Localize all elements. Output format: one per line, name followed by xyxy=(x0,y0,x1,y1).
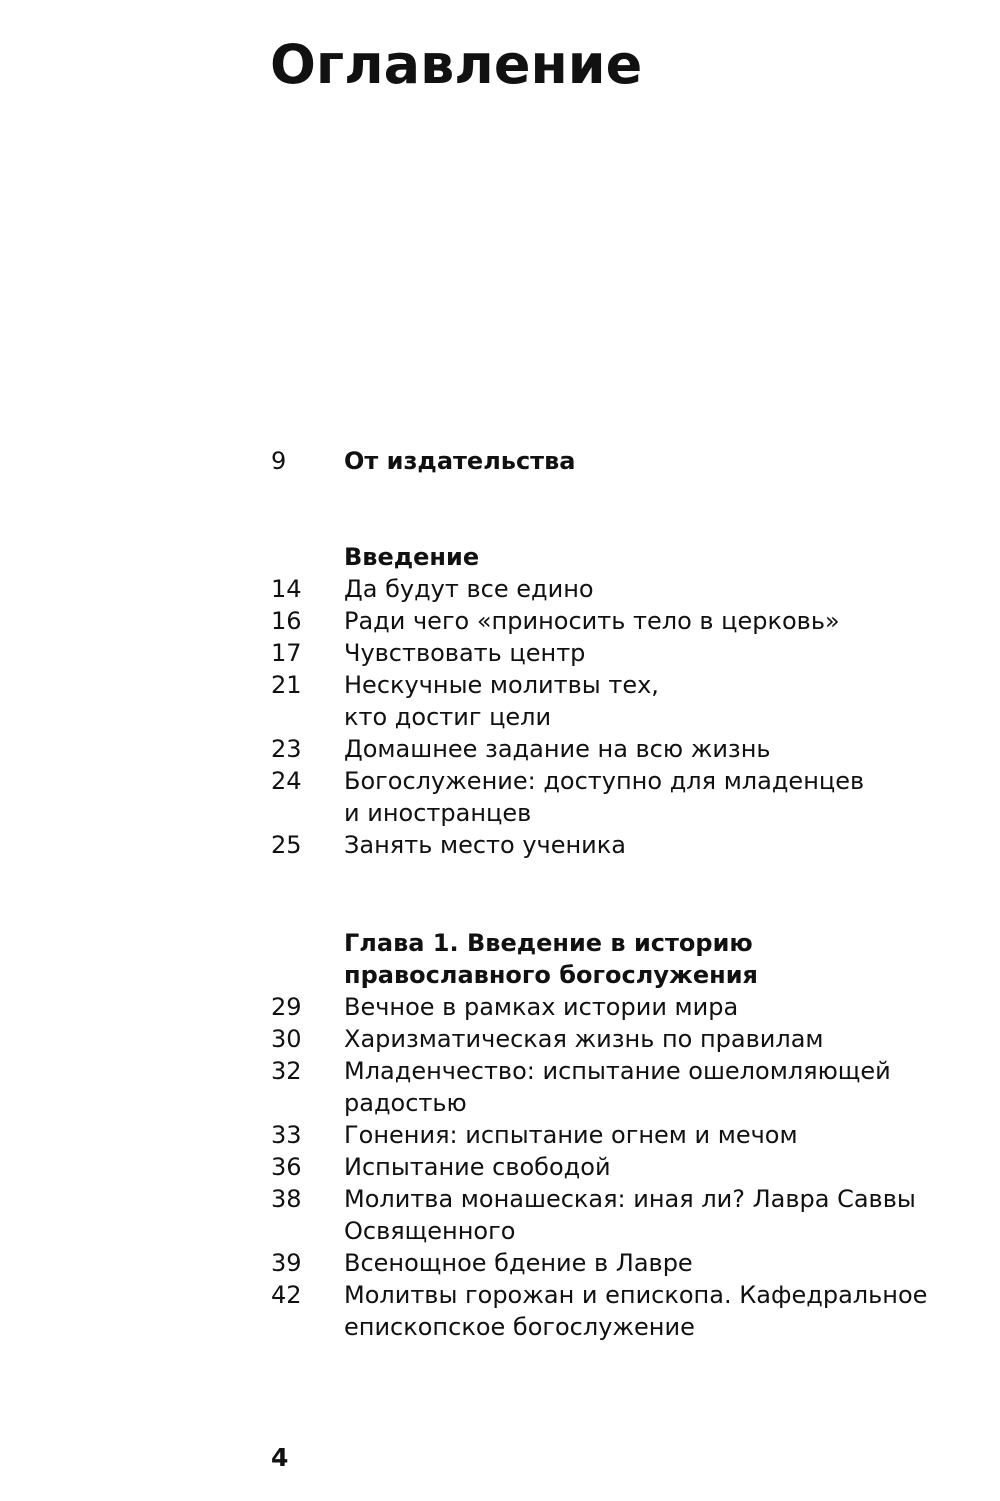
toc-page-number: 29 xyxy=(271,993,302,1021)
toc-page-number: 24 xyxy=(271,767,302,795)
toc-page-number: 42 xyxy=(271,1281,302,1309)
toc-entry[interactable] xyxy=(271,733,971,765)
toc-entry[interactable] xyxy=(271,669,971,701)
page-title: Оглавление xyxy=(270,33,643,96)
toc-entry[interactable] xyxy=(271,1247,971,1279)
toc-preface xyxy=(271,445,971,477)
toc-entry-title: и иностранцев xyxy=(344,799,532,827)
toc-entry[interactable] xyxy=(271,1215,971,1247)
toc-page-number xyxy=(271,797,344,829)
toc-chapter-1 xyxy=(271,927,971,1343)
toc-entry[interactable] xyxy=(271,1023,971,1055)
toc-page-number: 38 xyxy=(271,1185,302,1213)
toc-entry-title: Всенощное бдение в Лавре xyxy=(344,1249,693,1277)
toc-entry[interactable] xyxy=(271,701,971,733)
toc-entry-title: От издательства xyxy=(344,447,576,475)
toc-entry[interactable] xyxy=(271,1087,971,1119)
toc-entry-title: Младенчество: испытание ошеломляющей xyxy=(344,1057,891,1085)
toc-page-number xyxy=(271,541,344,573)
toc-entry-title: Освященного xyxy=(344,1217,516,1245)
toc-page-number xyxy=(271,959,344,991)
toc-entry-title: Гонения: испытание огнем и мечом xyxy=(344,1121,798,1149)
toc-entry[interactable] xyxy=(271,1311,971,1343)
toc-entry-title: Молитвы горожан и епископа. Кафедральное xyxy=(344,1281,928,1309)
toc-entry-title: Вечное в рамках истории мира xyxy=(344,993,739,1021)
toc-entry-title: Харизматическая жизнь по правилам xyxy=(344,1025,824,1053)
toc-entry-title: Чувствовать центр xyxy=(344,639,586,667)
toc-page-number: 16 xyxy=(271,607,302,635)
toc-page-number: 36 xyxy=(271,1153,302,1181)
toc-entry[interactable] xyxy=(271,829,971,861)
toc-entry-title: Занять место ученика xyxy=(344,831,626,859)
section-heading-text: Глава 1. Введение в историю xyxy=(344,929,753,957)
toc-entry[interactable] xyxy=(271,1055,971,1087)
toc-page-number: 23 xyxy=(271,735,302,763)
toc-entry-title: Испытание свободой xyxy=(344,1153,611,1181)
toc-page-number: 17 xyxy=(271,639,302,667)
section-heading xyxy=(271,927,971,959)
section-heading-text: православного богослужения xyxy=(344,961,758,989)
toc-entry[interactable] xyxy=(271,1279,971,1311)
section-heading xyxy=(271,959,971,991)
toc-entry-title: кто достиг цели xyxy=(344,703,552,731)
toc-entry[interactable] xyxy=(271,605,971,637)
toc-entry[interactable] xyxy=(271,573,971,605)
toc-entry-title: радостью xyxy=(344,1089,467,1117)
toc-entry[interactable] xyxy=(271,765,971,797)
toc-page-number: 30 xyxy=(271,1025,302,1053)
toc-page-number: 32 xyxy=(271,1057,302,1085)
toc-page-number xyxy=(271,927,344,959)
toc-entry-title: Молитва монашеская: иная ли? Лавра Саввы xyxy=(344,1185,916,1213)
toc-entry-title: Богослужение: доступно для младенцев xyxy=(344,767,865,795)
toc-entry[interactable] xyxy=(271,1119,971,1151)
page-number: 4 xyxy=(271,1443,289,1472)
toc-introduction xyxy=(271,541,971,861)
toc-entry[interactable] xyxy=(271,445,971,477)
toc-page-number xyxy=(271,1311,344,1343)
toc-page-number: 14 xyxy=(271,575,302,603)
toc-entry-title: Да будут все едино xyxy=(344,575,594,603)
toc-entry[interactable] xyxy=(271,1151,971,1183)
section-heading xyxy=(271,541,971,573)
toc-entry-title: епископское богослужение xyxy=(344,1313,695,1341)
toc-entry[interactable] xyxy=(271,637,971,669)
toc-page-number: 21 xyxy=(271,671,302,699)
toc-page-number xyxy=(271,701,344,733)
toc-entry[interactable] xyxy=(271,991,971,1023)
toc-entry-title: Ради чего «приносить тело в церковь» xyxy=(344,607,840,635)
toc-page-number: 25 xyxy=(271,831,302,859)
toc-page-number xyxy=(271,1087,344,1119)
toc-page-number: 9 xyxy=(271,447,287,475)
toc-page-number xyxy=(271,1215,344,1247)
toc-entry-title: Нескучные молитвы тех, xyxy=(344,671,659,699)
toc-entry[interactable] xyxy=(271,797,971,829)
toc-page-number: 33 xyxy=(271,1121,302,1149)
toc-page-number: 39 xyxy=(271,1249,302,1277)
toc-entry[interactable] xyxy=(271,1183,971,1215)
section-heading-text: Введение xyxy=(344,543,480,571)
toc-entry-title: Домашнее задание на всю жизнь xyxy=(344,735,771,763)
